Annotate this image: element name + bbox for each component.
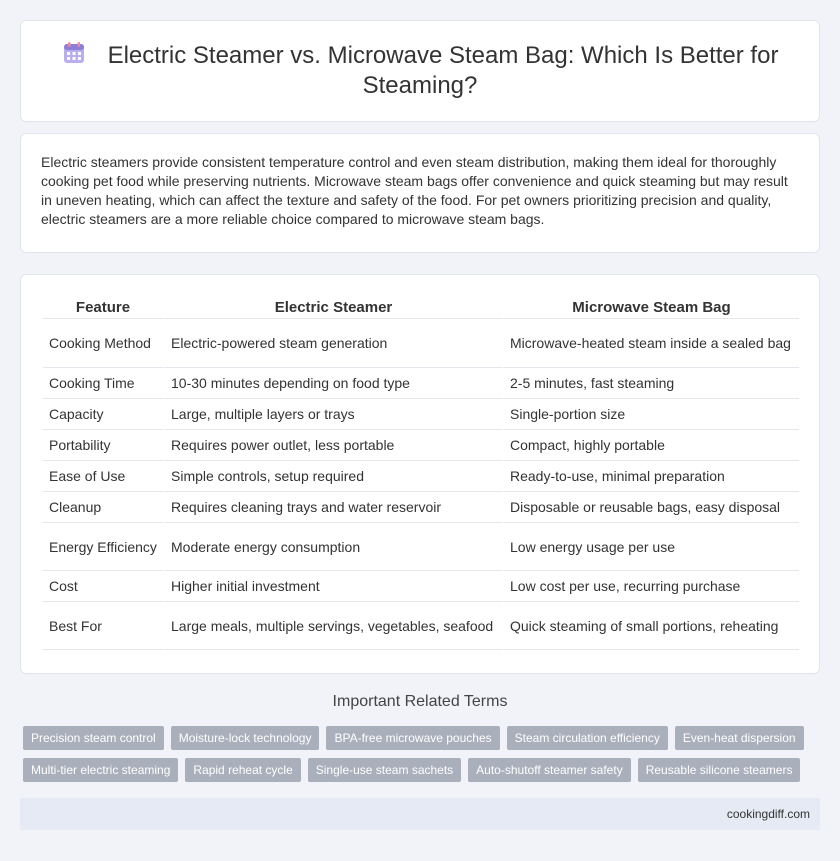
cell-feature: Cooking Time [43, 368, 163, 399]
cell-microwave: Quick steaming of small portions, reheating [502, 602, 799, 650]
table-row [43, 602, 799, 650]
cell-electric: Requires power outlet, less portable [163, 430, 502, 461]
footer [20, 798, 820, 830]
table-row [43, 319, 799, 368]
comparison-card [20, 274, 820, 674]
table-row [43, 571, 799, 602]
cell-electric: 10-30 minutes depending on food type [163, 368, 502, 399]
cell-electric: Electric-powered steam generation [163, 319, 502, 368]
cell-microwave: Low cost per use, recurring purchase [502, 571, 799, 602]
page-title-text: Electric Steamer vs. Microwave Steam Bag: Which Is Better for Steaming? [107, 42, 779, 99]
cell-feature: Energy Efficiency [43, 523, 163, 571]
related-terms-tags [23, 726, 823, 790]
cell-electric: Higher initial investment [163, 571, 502, 602]
table-row [43, 430, 799, 461]
cell-microwave: Ready-to-use, minimal preparation [502, 461, 799, 492]
table-row [43, 399, 799, 430]
tag-precision-steam-control[interactable]: Precision steam control [23, 726, 164, 750]
intro-paragraph: Electric steamers provide consistent temperature control and even steam distribution, making them ideal for thoroughly cooking pet food while preserving nutrients. Microwave steam bags offer convenience and quick steaming but may result in uneven heating, which can affect the texture and safety of the food. For pet owners prioritizing precision and quality, electric steamers are a more reliable choice compared to microwave steam bags. [41, 154, 788, 227]
tag-moisture-lock-technology[interactable]: Moisture-lock technology [171, 726, 320, 750]
tag-steam-circulation-efficiency[interactable]: Steam circulation efficiency [507, 726, 668, 750]
title-card [20, 20, 820, 122]
tag-rapid-reheat-cycle[interactable]: Rapid reheat cycle [185, 758, 300, 782]
cell-feature: Cleanup [43, 492, 163, 523]
header-electric-steamer: Electric Steamer [163, 295, 502, 319]
tag-auto-shutoff-steamer-safety[interactable]: Auto-shutoff steamer safety [468, 758, 631, 782]
cell-electric: Moderate energy consumption [163, 523, 502, 571]
page-title [61, 41, 779, 101]
table-row [43, 523, 799, 571]
cell-feature: Capacity [43, 399, 163, 430]
cell-feature: Cost [43, 571, 163, 602]
related-terms-title: Important Related Terms [332, 693, 508, 710]
cell-microwave: Compact, highly portable [502, 430, 799, 461]
tag-multi-tier-electric-steaming[interactable]: Multi-tier electric steaming [23, 758, 178, 782]
comparison-table [43, 295, 799, 650]
cell-electric: Requires cleaning trays and water reservoir [163, 492, 502, 523]
cell-electric: Large, multiple layers or trays [163, 399, 502, 430]
tag-even-heat-dispersion[interactable]: Even-heat dispersion [675, 726, 804, 750]
calendar-icon [62, 41, 86, 65]
tag-row [23, 758, 823, 782]
header-feature: Feature [43, 295, 163, 319]
cell-microwave: Disposable or reusable bags, easy disposal [502, 492, 799, 523]
cell-microwave: Microwave-heated steam inside a sealed bag [502, 319, 799, 368]
cell-feature: Portability [43, 430, 163, 461]
cell-microwave: Single-portion size [502, 399, 799, 430]
cell-feature: Best For [43, 602, 163, 650]
cell-microwave: 2-5 minutes, fast steaming [502, 368, 799, 399]
table-row [43, 492, 799, 523]
tag-row [23, 726, 823, 750]
cell-feature: Ease of Use [43, 461, 163, 492]
tag-reusable-silicone-steamers[interactable]: Reusable silicone steamers [638, 758, 801, 782]
cell-microwave: Low energy usage per use [502, 523, 799, 571]
cell-feature: Cooking Method [43, 319, 163, 368]
tag-bpa-free-microwave-pouches[interactable]: BPA-free microwave pouches [326, 726, 499, 750]
tag-single-use-steam-sachets[interactable]: Single-use steam sachets [308, 758, 461, 782]
table-row [43, 368, 799, 399]
table-header-row [43, 295, 799, 319]
intro-card [20, 133, 820, 253]
table-row [43, 461, 799, 492]
cell-electric: Large meals, multiple servings, vegetables, seafood [163, 602, 502, 650]
cell-electric: Simple controls, setup required [163, 461, 502, 492]
header-microwave-steam-bag: Microwave Steam Bag [502, 295, 799, 319]
footer-site-link[interactable]: cookingdiff.com [726, 807, 810, 821]
